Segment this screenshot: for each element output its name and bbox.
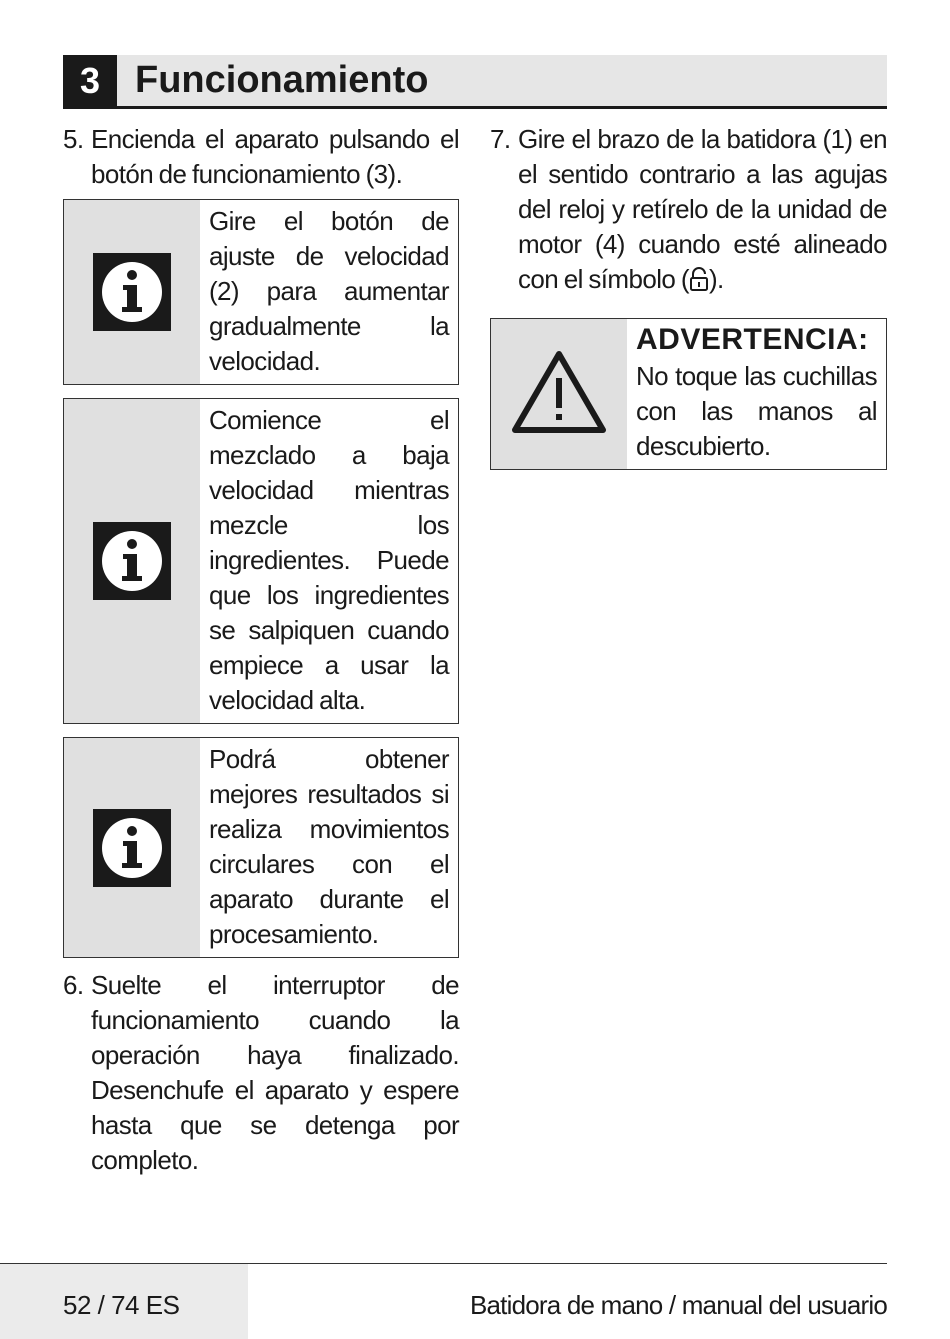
unlock-icon [689,266,709,301]
info-note-3 [63,737,459,958]
info-note-2 [63,398,459,724]
warning-icon [511,350,607,439]
right-column [490,122,887,470]
step-7 [490,122,887,301]
note-text: Comience el mezclado a baja velocidad mientras mezcle los ingredientes. Puede que los ingredientes se salpiquen cuando empiece a usar la velocidad alta. [200,399,458,723]
warning-title: ADVERTENCIA: [636,323,869,356]
step-text-end: ). [708,264,724,294]
section-number: 3 [63,55,117,106]
note-text: Podrá obtener mejores resultados si realiza movimientos circulares con el aparato durante el procesamiento. [200,738,458,957]
section-title: Funcionamiento [135,59,429,101]
info-icon [93,253,171,331]
step-text: Suelte el interruptor de funcionamiento cuando la operación haya finalizado. Desenchufe el aparato y espere hasta que se detenga por completo. [91,970,459,1175]
step-text: Gire el brazo de la batidora (1) en el sentido contrario a las agujas del reloj y retírelo de la unidad de motor (4) cuando esté alineado con el símbolo ( [518,124,887,294]
left-column [63,122,459,1178]
info-icon [93,809,171,887]
section-header [63,55,887,109]
step-6 [63,968,459,1178]
info-icon [93,522,171,600]
note-text: Gire el botón de ajuste de velocidad (2) para aumentar gradualmente la velocidad. [200,200,458,384]
document-title: Batidora de mano / manual del usuario [469,1290,887,1320]
step-number: 7. [490,124,511,154]
page-number: 52 / 74 ES [63,1290,180,1320]
step-number: 5. [63,124,84,154]
step-text: Encienda el aparato pulsando el botón de funcionamiento (3). [91,124,459,189]
warning-text: No toque las cuchillas con las manos al descubierto. [636,361,877,461]
step-5 [63,122,459,192]
step-number: 6. [63,970,84,1000]
info-note-1 [63,199,459,385]
warning-box [490,318,887,470]
footer-divider [0,1263,887,1264]
